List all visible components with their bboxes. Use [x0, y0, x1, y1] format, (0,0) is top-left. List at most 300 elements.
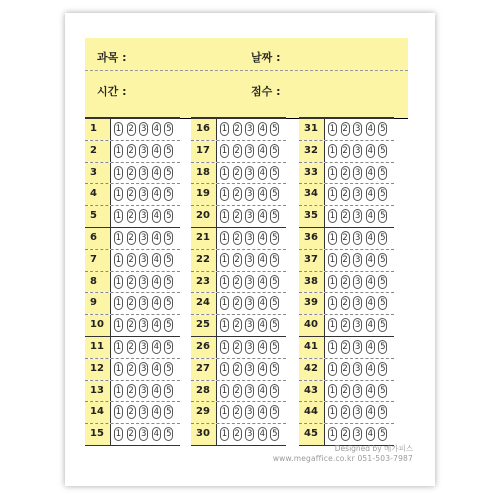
choice-bubble[interactable]: 4 [153, 429, 159, 440]
choice-bubble[interactable]: 1 [329, 254, 336, 265]
choice-bubble[interactable]: 1 [329, 298, 336, 309]
question-number: 36 [299, 228, 325, 249]
choice-bubble[interactable]: 2 [128, 167, 134, 178]
choice-bubble[interactable]: 3 [354, 167, 361, 178]
question-row [299, 250, 394, 272]
choice-bubbles [220, 166, 279, 180]
choice-bubble[interactable]: 2 [342, 363, 348, 374]
choice-bubble[interactable]: 2 [128, 341, 134, 352]
choice-bubble[interactable]: 2 [128, 232, 134, 243]
choice-bubble[interactable]: 4 [153, 232, 159, 243]
choice-bubbles [114, 275, 173, 289]
question-number: 7 [85, 250, 111, 271]
choice-bubble[interactable]: 1 [115, 320, 122, 331]
choice-bubble[interactable]: 1 [221, 298, 228, 309]
choice-bubble[interactable]: 2 [128, 189, 134, 200]
choice-bubble[interactable]: 5 [272, 211, 278, 222]
choice-bubble[interactable]: 5 [166, 124, 172, 134]
question-number: 42 [299, 359, 325, 380]
choice-bubble[interactable]: 2 [342, 124, 348, 134]
choice-bubble[interactable]: 2 [342, 407, 348, 418]
choice-bubble[interactable]: 1 [221, 124, 228, 134]
choice-bubble[interactable]: 4 [367, 385, 373, 396]
choice-bubble[interactable]: 5 [166, 189, 172, 200]
question-number: 40 [299, 315, 325, 336]
choice-bubble[interactable]: 1 [115, 254, 122, 265]
choice-bubble[interactable]: 4 [259, 429, 265, 440]
choice-bubble[interactable]: 5 [380, 232, 386, 243]
choice-bubble[interactable]: 2 [128, 211, 134, 222]
choice-bubble[interactable]: 3 [246, 232, 253, 243]
choice-bubble[interactable]: 4 [367, 429, 373, 440]
choice-bubble[interactable]: 3 [246, 363, 253, 374]
choice-bubble[interactable]: 3 [354, 407, 361, 418]
choice-bubble[interactable]: 5 [272, 232, 278, 243]
choice-bubble[interactable]: 3 [246, 320, 253, 331]
choice-bubble[interactable]: 3 [246, 385, 253, 396]
choice-bubble[interactable]: 1 [329, 167, 336, 178]
choice-bubble[interactable]: 3 [140, 232, 147, 243]
choice-bubble[interactable]: 2 [234, 363, 240, 374]
choice-bubble[interactable]: 5 [272, 189, 278, 200]
question-row [85, 228, 180, 250]
choice-bubble[interactable]: 3 [140, 385, 147, 396]
choice-bubble[interactable]: 1 [115, 124, 122, 134]
choice-bubble[interactable]: 3 [140, 145, 147, 156]
choice-bubble[interactable]: 2 [128, 407, 134, 418]
subject-label: 과목 : [97, 51, 127, 64]
header-row-2 [85, 72, 408, 104]
choice-bubble[interactable]: 2 [234, 341, 240, 352]
question-row [299, 293, 394, 315]
choice-bubble[interactable]: 1 [329, 124, 336, 134]
choice-bubble[interactable]: 4 [259, 320, 265, 331]
choice-bubble[interactable]: 3 [140, 254, 147, 265]
choice-bubble[interactable]: 5 [380, 385, 386, 396]
question-row [85, 119, 180, 141]
choice-bubble[interactable]: 3 [246, 189, 253, 200]
choice-bubble[interactable]: 5 [380, 341, 386, 352]
question-row [191, 119, 286, 141]
choice-bubble[interactable]: 2 [342, 254, 348, 265]
choice-bubble[interactable]: 5 [380, 407, 386, 418]
choice-bubble[interactable]: 5 [380, 189, 386, 200]
answer-column-1 [85, 117, 180, 446]
choice-bubbles [114, 122, 173, 136]
choice-bubble[interactable]: 2 [128, 298, 134, 309]
choice-bubble[interactable]: 3 [354, 363, 361, 374]
choice-bubble[interactable]: 2 [128, 124, 134, 134]
choice-bubble[interactable]: 3 [140, 211, 147, 222]
choice-bubble[interactable]: 1 [115, 232, 122, 243]
choice-bubble[interactable]: 4 [153, 298, 159, 309]
choice-bubble[interactable]: 1 [115, 407, 122, 418]
designer-credit: Designed by 메가피스 [334, 444, 413, 453]
choice-bubble[interactable]: 3 [354, 429, 361, 440]
question-number: 20 [191, 206, 217, 227]
choice-bubble[interactable]: 1 [221, 341, 228, 352]
choice-bubble[interactable]: 2 [342, 385, 348, 396]
contact-info: www.megaffice.co.kr 051-503-7987 [272, 454, 413, 463]
choice-bubble[interactable]: 3 [354, 211, 361, 222]
choice-bubble[interactable]: 3 [140, 298, 147, 309]
choice-bubble[interactable]: 3 [354, 341, 361, 352]
choice-bubble[interactable]: 3 [140, 320, 147, 331]
question-number: 5 [85, 206, 111, 227]
choice-bubble[interactable]: 5 [380, 211, 386, 222]
choice-bubble[interactable]: 2 [234, 254, 240, 265]
choice-bubble[interactable]: 2 [342, 211, 348, 222]
choice-bubble[interactable]: 3 [354, 145, 361, 156]
choice-bubble[interactable]: 3 [354, 320, 361, 331]
choice-bubble[interactable]: 1 [221, 385, 228, 396]
choice-bubble[interactable]: 5 [380, 276, 386, 287]
choice-bubble[interactable]: 5 [166, 254, 172, 265]
question-row [85, 141, 180, 163]
question-number: 1 [85, 119, 111, 140]
question-number: 14 [85, 402, 111, 423]
choice-bubble[interactable]: 2 [234, 407, 240, 418]
question-row [299, 206, 394, 228]
choice-bubble[interactable]: 5 [380, 254, 386, 265]
choice-bubble[interactable]: 2 [234, 232, 240, 243]
choice-bubble[interactable]: 5 [166, 211, 172, 222]
choice-bubble[interactable]: 3 [246, 254, 253, 265]
choice-bubble[interactable]: 1 [221, 363, 228, 374]
choice-bubble[interactable]: 1 [329, 320, 336, 331]
choice-bubble[interactable]: 2 [128, 276, 134, 287]
choice-bubble[interactable]: 1 [221, 276, 228, 287]
choice-bubble[interactable]: 1 [221, 189, 228, 200]
choice-bubble[interactable]: 1 [221, 429, 228, 440]
choice-bubble[interactable]: 1 [115, 429, 122, 440]
choice-bubble[interactable]: 4 [259, 254, 265, 265]
choice-bubble[interactable]: 2 [342, 232, 348, 243]
choice-bubble[interactable]: 4 [259, 124, 265, 134]
choice-bubble[interactable]: 5 [272, 341, 278, 352]
question-row [85, 272, 180, 294]
question-number: 18 [191, 163, 217, 184]
choice-bubble[interactable]: 4 [367, 124, 373, 134]
choice-bubble[interactable]: 5 [272, 407, 278, 418]
choice-bubble[interactable]: 5 [166, 276, 172, 287]
choice-bubble[interactable]: 5 [380, 298, 386, 309]
choice-bubble[interactable]: 3 [140, 407, 147, 418]
choice-bubble[interactable]: 4 [259, 145, 265, 156]
question-number: 44 [299, 402, 325, 423]
choice-bubble[interactable]: 2 [128, 254, 134, 265]
choice-bubble[interactable]: 3 [246, 211, 253, 222]
question-number: 35 [299, 206, 325, 227]
choice-bubble[interactable]: 5 [166, 363, 172, 374]
choice-bubble[interactable]: 4 [153, 211, 159, 222]
choice-bubble[interactable]: 5 [166, 407, 172, 418]
choice-bubble[interactable]: 4 [367, 341, 373, 352]
choice-bubble[interactable]: 2 [342, 189, 348, 200]
choice-bubble[interactable]: 1 [115, 145, 122, 156]
choice-bubble[interactable]: 1 [221, 320, 228, 331]
choice-bubble[interactable]: 3 [140, 124, 147, 134]
choice-bubble[interactable]: 1 [329, 189, 336, 200]
choice-bubble[interactable]: 2 [234, 320, 240, 331]
choice-bubble[interactable]: 3 [246, 276, 253, 287]
choice-bubble[interactable]: 5 [380, 145, 386, 156]
choice-bubble[interactable]: 1 [221, 407, 228, 418]
choice-bubble[interactable]: 4 [367, 189, 373, 200]
choice-bubble[interactable]: 1 [115, 298, 122, 309]
choice-bubble[interactable]: 2 [342, 145, 348, 156]
choice-bubble[interactable]: 3 [246, 145, 253, 156]
choice-bubbles [328, 144, 387, 158]
choice-bubble[interactable]: 4 [367, 254, 373, 265]
choice-bubble[interactable]: 5 [380, 429, 386, 440]
choice-bubble[interactable]: 1 [221, 145, 228, 156]
choice-bubble[interactable]: 4 [153, 385, 159, 396]
choice-bubble[interactable]: 1 [329, 276, 336, 287]
choice-bubble[interactable]: 3 [354, 232, 361, 243]
question-number: 29 [191, 402, 217, 423]
choice-bubble[interactable]: 4 [367, 407, 373, 418]
choice-bubble[interactable]: 2 [234, 167, 240, 178]
choice-bubble[interactable]: 1 [329, 232, 336, 243]
question-row [299, 163, 394, 185]
choice-bubble[interactable]: 3 [246, 429, 253, 440]
choice-bubble[interactable]: 2 [234, 298, 240, 309]
question-row [85, 184, 180, 206]
choice-bubble[interactable]: 4 [259, 407, 265, 418]
choice-bubbles [328, 318, 387, 332]
choice-bubble[interactable]: 3 [140, 429, 147, 440]
choice-bubbles [114, 318, 173, 332]
question-number: 30 [191, 424, 217, 445]
choice-bubble[interactable]: 3 [354, 298, 361, 309]
choice-bubble[interactable]: 3 [354, 189, 361, 200]
choice-bubble[interactable]: 3 [246, 407, 253, 418]
choice-bubble[interactable]: 4 [367, 232, 373, 243]
question-number: 26 [191, 337, 217, 358]
choice-bubbles [328, 275, 387, 289]
choice-bubbles [114, 362, 173, 376]
choice-bubble[interactable]: 5 [380, 320, 386, 331]
choice-bubble[interactable]: 4 [153, 189, 159, 200]
choice-bubble[interactable]: 2 [342, 298, 348, 309]
choice-bubble[interactable]: 3 [140, 363, 147, 374]
question-row [191, 206, 286, 228]
choice-bubble[interactable]: 5 [272, 320, 278, 331]
choice-bubble[interactable]: 2 [234, 189, 240, 200]
question-row [299, 315, 394, 337]
choice-bubble[interactable]: 5 [166, 298, 172, 309]
choice-bubble[interactable]: 1 [329, 145, 336, 156]
choice-bubble[interactable]: 3 [246, 167, 253, 178]
choice-bubble[interactable]: 4 [153, 254, 159, 265]
choice-bubble[interactable]: 2 [234, 276, 240, 287]
choice-bubble[interactable]: 5 [166, 145, 172, 156]
choice-bubble[interactable]: 2 [234, 211, 240, 222]
choice-bubble[interactable]: 2 [342, 276, 348, 287]
choice-bubble[interactable]: 5 [380, 363, 386, 374]
question-row [299, 337, 394, 359]
choice-bubble[interactable]: 3 [246, 124, 253, 134]
choice-bubble[interactable]: 4 [153, 145, 159, 156]
choice-bubble[interactable]: 4 [259, 341, 265, 352]
choice-bubble[interactable]: 1 [221, 167, 228, 178]
choice-bubbles [220, 144, 279, 158]
choice-bubble[interactable]: 3 [246, 298, 253, 309]
choice-bubble[interactable]: 3 [354, 276, 361, 287]
choice-bubble[interactable]: 4 [153, 124, 159, 134]
choice-bubble[interactable]: 1 [221, 254, 228, 265]
choice-bubble[interactable]: 3 [140, 341, 147, 352]
choice-bubble[interactable]: 3 [354, 124, 361, 134]
choice-bubble[interactable]: 5 [166, 320, 172, 331]
question-number: 24 [191, 293, 217, 314]
choice-bubble[interactable]: 1 [221, 211, 228, 222]
choice-bubble[interactable]: 2 [234, 145, 240, 156]
question-number: 43 [299, 381, 325, 402]
choice-bubbles [220, 187, 279, 201]
choice-bubble[interactable]: 4 [367, 320, 373, 331]
choice-bubbles [114, 340, 173, 354]
choice-bubble[interactable]: 1 [329, 385, 336, 396]
choice-bubble[interactable]: 1 [115, 341, 122, 352]
choice-bubble[interactable]: 2 [234, 429, 240, 440]
choice-bubble[interactable]: 4 [367, 276, 373, 287]
choice-bubble[interactable]: 4 [153, 407, 159, 418]
choice-bubble[interactable]: 1 [329, 341, 336, 352]
choice-bubble[interactable]: 1 [115, 385, 122, 396]
answer-sheet [65, 13, 435, 486]
choice-bubble[interactable]: 2 [128, 429, 134, 440]
question-number: 10 [85, 315, 111, 336]
question-row [85, 250, 180, 272]
question-row [191, 381, 286, 403]
choice-bubble[interactable]: 1 [329, 211, 336, 222]
choice-bubble[interactable]: 3 [140, 189, 147, 200]
question-number: 15 [85, 424, 111, 445]
choice-bubble[interactable]: 5 [272, 167, 278, 178]
choice-bubble[interactable]: 5 [166, 385, 172, 396]
choice-bubble[interactable]: 2 [128, 320, 134, 331]
choice-bubble[interactable]: 5 [272, 363, 278, 374]
choice-bubble[interactable]: 2 [342, 167, 348, 178]
choice-bubble[interactable]: 4 [153, 276, 159, 287]
choice-bubble[interactable]: 5 [272, 254, 278, 265]
question-row [191, 228, 286, 250]
choice-bubble[interactable]: 3 [140, 276, 147, 287]
answer-column-3 [299, 117, 394, 446]
choice-bubble[interactable]: 2 [342, 429, 348, 440]
choice-bubble[interactable]: 5 [380, 167, 386, 178]
choice-bubbles [114, 296, 173, 310]
question-row [191, 163, 286, 185]
choice-bubble[interactable]: 5 [272, 385, 278, 396]
choice-bubble[interactable]: 4 [367, 211, 373, 222]
choice-bubble[interactable]: 4 [259, 363, 265, 374]
question-row [85, 402, 180, 424]
choice-bubble[interactable]: 4 [367, 363, 373, 374]
choice-bubble[interactable]: 1 [115, 211, 122, 222]
choice-bubble[interactable]: 5 [166, 232, 172, 243]
choice-bubble[interactable]: 2 [128, 145, 134, 156]
choice-bubble[interactable]: 3 [140, 167, 147, 178]
question-row [85, 381, 180, 403]
question-number: 34 [299, 184, 325, 205]
choice-bubble[interactable]: 2 [234, 385, 240, 396]
choice-bubbles [114, 231, 173, 245]
choice-bubble[interactable]: 5 [166, 167, 172, 178]
choice-bubble[interactable]: 3 [354, 254, 361, 265]
question-row [85, 206, 180, 228]
choice-bubble[interactable]: 4 [153, 363, 159, 374]
question-number: 4 [85, 184, 111, 205]
question-row [299, 381, 394, 403]
choice-bubble[interactable]: 1 [115, 276, 122, 287]
choice-bubble[interactable]: 2 [342, 320, 348, 331]
question-number: 25 [191, 315, 217, 336]
choice-bubble[interactable]: 3 [354, 385, 361, 396]
choice-bubble[interactable]: 5 [272, 298, 278, 309]
choice-bubble[interactable]: 5 [272, 145, 278, 156]
choice-bubble[interactable]: 2 [128, 385, 134, 396]
choice-bubble[interactable]: 2 [128, 363, 134, 374]
choice-bubble[interactable]: 1 [221, 232, 228, 243]
choice-bubble[interactable]: 4 [259, 211, 265, 222]
choice-bubble[interactable]: 4 [153, 167, 159, 178]
choice-bubble[interactable]: 5 [380, 124, 386, 134]
choice-bubble[interactable]: 4 [367, 145, 373, 156]
choice-bubble[interactable]: 4 [259, 189, 265, 200]
choice-bubble[interactable]: 4 [367, 298, 373, 309]
choice-bubbles [328, 362, 387, 376]
question-number: 19 [191, 184, 217, 205]
question-row [299, 272, 394, 294]
choice-bubble[interactable]: 4 [259, 298, 265, 309]
choice-bubble[interactable]: 5 [272, 429, 278, 440]
choice-bubble[interactable]: 4 [153, 320, 159, 331]
choice-bubble[interactable]: 4 [259, 232, 265, 243]
question-row [191, 141, 286, 163]
choice-bubble[interactable]: 4 [367, 167, 373, 178]
choice-bubble[interactable]: 5 [272, 276, 278, 287]
choice-bubble[interactable]: 1 [115, 189, 122, 200]
question-row [191, 272, 286, 294]
choice-bubbles [220, 405, 279, 419]
question-row [85, 293, 180, 315]
choice-bubble[interactable]: 1 [329, 407, 336, 418]
choice-bubbles [328, 427, 387, 441]
choice-bubble[interactable]: 1 [329, 363, 336, 374]
choice-bubble[interactable]: 3 [246, 341, 253, 352]
choice-bubbles [328, 231, 387, 245]
choice-bubble[interactable]: 2 [342, 341, 348, 352]
choice-bubble[interactable]: 5 [166, 429, 172, 440]
choice-bubble[interactable]: 4 [259, 276, 265, 287]
question-number: 17 [191, 141, 217, 162]
choice-bubble[interactable]: 2 [234, 124, 240, 134]
choice-bubble[interactable]: 5 [166, 341, 172, 352]
choice-bubble[interactable]: 4 [259, 385, 265, 396]
choice-bubbles [328, 384, 387, 398]
question-number: 28 [191, 381, 217, 402]
choice-bubble[interactable]: 4 [259, 167, 265, 178]
choice-bubbles [114, 427, 173, 441]
choice-bubble[interactable]: 4 [153, 341, 159, 352]
choice-bubble[interactable]: 1 [115, 167, 122, 178]
choice-bubble[interactable]: 1 [115, 363, 122, 374]
choice-bubble[interactable]: 5 [272, 124, 278, 134]
choice-bubble[interactable]: 1 [329, 429, 336, 440]
